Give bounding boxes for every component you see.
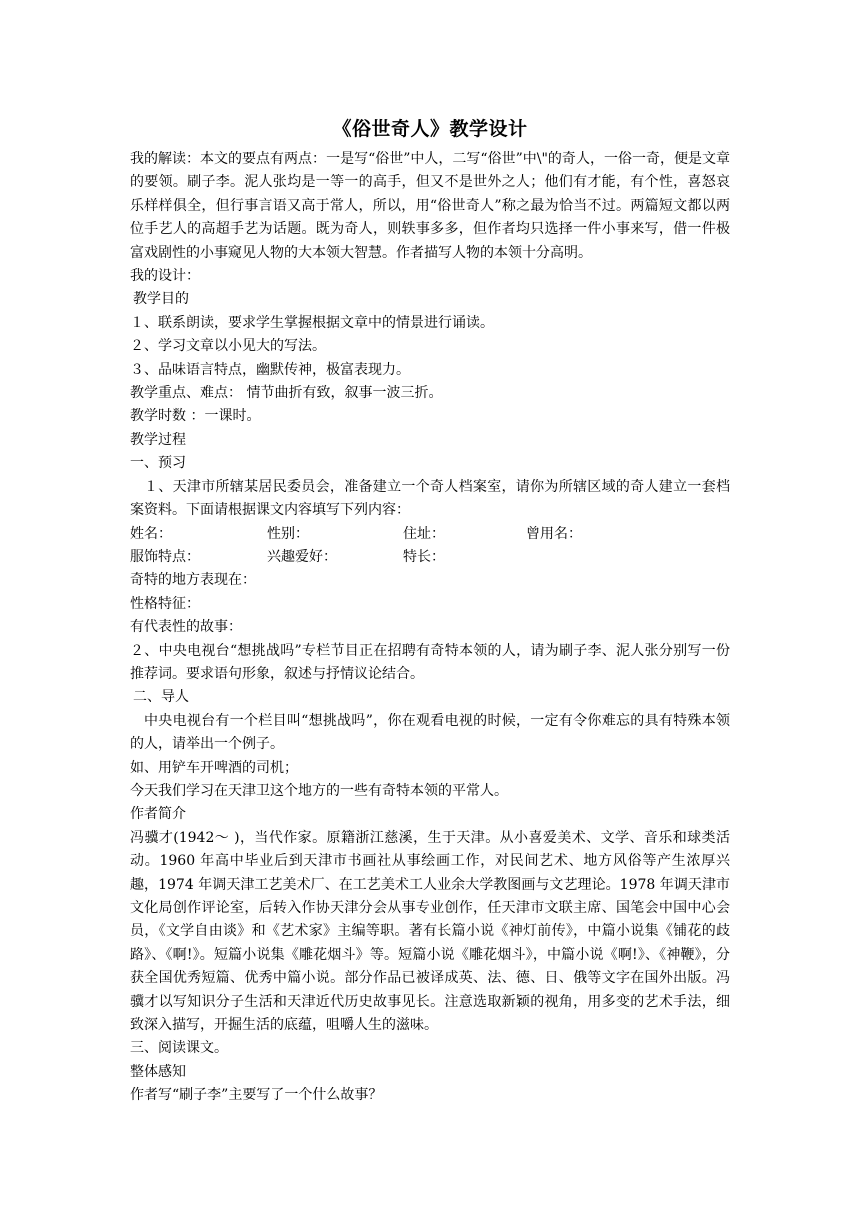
- form-fields-row-2: [130, 546, 730, 569]
- document-title: 《俗世奇人》教学设计: [332, 118, 528, 140]
- field-gender-label: 性别：: [267, 525, 309, 542]
- form-fields-row-1: [130, 523, 730, 546]
- preview-task-1: １、天津市所辖某居民委员会，准备建立一个奇人档案室，请你为所辖区域的奇人建立一套档案资料。下面请根据课文内容填写下列内容：: [130, 478, 730, 519]
- intro-example: 如、用铲车开啤酒的司机；: [130, 759, 298, 776]
- section-reading-heading: 三、阅读课文。: [130, 1040, 228, 1057]
- section-intro-heading: 二、导人: [133, 689, 189, 706]
- goal-3: ３、品味语言特点，幽默传神，极富表现力。: [130, 361, 410, 378]
- class-hours: 教学时数 ：一课时。: [130, 408, 261, 425]
- question-1: 作者写“刷子李”主要写了一个什么故事？: [130, 1087, 383, 1104]
- section-preview-heading: 一、预习: [130, 455, 186, 472]
- overall-perception-heading: 整体感知: [130, 1063, 186, 1080]
- goal-2: ２、学习文章以小见大的写法。: [130, 338, 326, 355]
- intro-today: 今天我们学习在天津卫这个地方的一些有奇特本领的平常人。: [130, 782, 508, 799]
- teaching-goals-heading: 教学目的: [133, 291, 189, 308]
- design-heading: 我的设计：: [130, 268, 200, 285]
- preview-task-2: ２、中央电视台“想挑战吗”专栏节目正在招聘有奇特本领的人，请为刷子李、泥人张分别写一份推荐词。要求语句形象，叙述与抒情议论结合。: [130, 642, 730, 682]
- field-address-label: 住址：: [403, 525, 445, 542]
- interpretation-paragraph: 我的解读：本文的要点有两点：一是写“俗世”中人，二写“俗世”中\"的奇人，一俗一奇，便是文章的要领。刷子李。泥人张均是一等一的高手，但又不是世外之人；他们有才能，有个性，喜怒哀乐样样俱全，但行事言语又高于常人，所以，用“俗世奇人”称之最为恰当不过。两篇短文都以两位手艺人的高超手艺为话题。既为奇人，则轶事多多，但作者均只选择一件小事来写，借一件极富戏剧性的小事窥见人物的大本领大智慧。作者描写人物的本领十分高明。: [130, 151, 730, 261]
- document-page: [130, 112, 730, 1108]
- field-unusual: 奇特的地方表现在：: [130, 572, 256, 589]
- field-former-name-label: 曾用名：: [526, 525, 582, 542]
- field-specialty-label: 特长：: [403, 548, 445, 565]
- goal-1: １、联系朗读，要求学生掌握根据文章中的情景进行诵读。: [130, 314, 494, 331]
- field-name-label: 姓名：: [130, 525, 172, 542]
- field-personality: 性格特征：: [130, 595, 200, 612]
- field-hobbies-label: 兴趣爱好：: [267, 548, 337, 565]
- author-heading: 作者简介: [130, 806, 186, 823]
- intro-paragraph: 中央电视台有一个栏目叫“想挑战吗”，你在观看电视的时候，一定有令你难忘的具有特殊本领的人，请举出一个例子。: [130, 712, 730, 753]
- process-heading: 教学过程: [130, 431, 186, 448]
- field-clothing-label: 服饰特点：: [130, 548, 200, 565]
- author-bio: 冯骥才(1942～ )，当代作家。原籍浙江慈溪，生于天津。从小喜爱美术、文学、音乐和球类活动。1960 年高中毕业后到天津市书画社从事绘画工作，对民间艺术、地方风俗等产生浓厚兴趣，1974 年调天津工艺美术厂、在工艺美术工人业余大学教图画与文艺理论。1978 年调天津市文化局创作评论室，后转入作协天津分会从事专业创作，任天津市文联主席、国笔会中国中心会员，《文学自由谈》和《艺术家》主编等职。著有长篇小说《神灯前传》，中篇小说集《铺花的歧路》、《啊!》。短篇小说集《雕花烟斗》等。短篇小说《雕花烟斗》，中篇小说《啊!》、《神鞭》，分获全国优秀短篇、优秀中篇小说。部分作品已被译成英、法、德、日、俄等文字在国外出版。冯骥才以写知识分子生活和天津近代历史故事见长。注意选取新颖的视角，用多变的艺术手法，细致深入描写，开掘生活的底蕴，咀嚼人生的滋味。: [130, 829, 730, 1034]
- key-points: 教学重点、难点： 情节曲折有致，叙事一波三折。: [130, 385, 443, 402]
- field-story: 有代表性的故事：: [130, 619, 242, 636]
